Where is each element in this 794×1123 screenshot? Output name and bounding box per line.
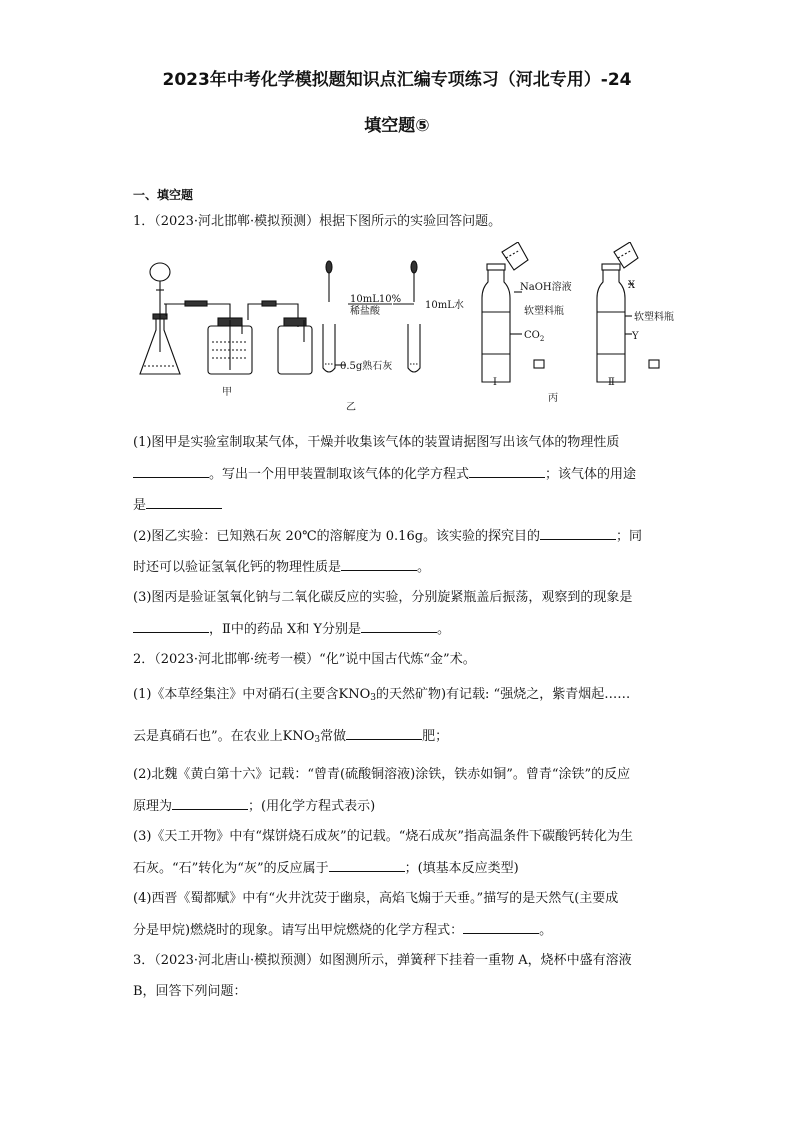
- q1-p3-line1: (3)图丙是验证氢氧化钠与二氧化碳反应的实验，分别旋紧瓶盖后振荡，观察到的现象是: [133, 590, 633, 605]
- plastic-bottle-1: [482, 264, 510, 382]
- answer-blank[interactable]: [329, 859, 405, 872]
- label-y: Y: [632, 331, 639, 342]
- wash-bottle: [208, 318, 252, 374]
- label-hcl-2: 稀盐酸: [350, 306, 380, 317]
- answer-blank[interactable]: [146, 496, 222, 509]
- label-bing: 丙: [548, 393, 558, 404]
- answer-blank[interactable]: [361, 620, 437, 633]
- page-title-line2: 填空题⑤: [364, 116, 430, 136]
- q2-p3-line2: 石灰。“石”转化为“灰”的反应属于 ；(填基本反应类型): [133, 861, 519, 876]
- q2-p4-line1: (4)西晋《蜀都赋》中有“火井沈荧于幽泉，高焰飞煽于天垂。”描写的是天然气(主要成: [133, 891, 619, 906]
- experiment-figure: [130, 242, 675, 412]
- plastic-bottle-2: [597, 264, 625, 382]
- section-heading: 一、填空题: [133, 188, 194, 202]
- q2-p4-line2: 分是甲烷)燃烧时的现象。请写出甲烷燃烧的化学方程式： 。: [133, 923, 553, 938]
- answer-blank[interactable]: [341, 558, 417, 571]
- label-naoh: NaOH溶液: [520, 282, 572, 293]
- label-co2: $CO_2$: [524, 330, 545, 343]
- beaker-naoh: [502, 242, 528, 270]
- q1-p1-line2: 。写出一个用甲装置制取该气体的化学方程式 ；该气体的用途: [133, 465, 673, 484]
- label-bottle-2: 软塑料瓶: [634, 312, 674, 323]
- test-tube-right: [408, 261, 420, 372]
- answer-blank[interactable]: [540, 527, 616, 540]
- label-roman-2: Ⅱ: [608, 377, 615, 388]
- answer-blank[interactable]: [133, 620, 209, 633]
- label-water: 10mL水: [425, 300, 464, 311]
- test-tube-left: [323, 261, 335, 372]
- label-bottle-1: 软塑料瓶: [524, 306, 564, 317]
- q1-p2-line1: (2)图乙实验：已知熟石灰 20℃的溶解度为 0.16g。该实验的探究目的 ；同: [133, 529, 643, 544]
- q2-p2-line2: 原理为 ；(用化学方程式表示): [133, 799, 376, 814]
- page-title-line1: 2023年中考化学模拟题知识点汇编专项练习（河北专用）-24: [162, 70, 632, 90]
- q2-p1-line2: 云是真硝石也”。在农业上$KNO_3$常做 肥；: [133, 729, 449, 745]
- answer-blank[interactable]: [133, 465, 209, 478]
- label-x: X: [628, 280, 636, 291]
- answer-blank[interactable]: [463, 921, 539, 934]
- q3-line2: B，回答下列问题：: [133, 984, 247, 999]
- q2-p3-line1: (3)《天工开物》中有“煤饼烧石成灰”的记载。“烧石成灰”指高温条件下碳酸钙转化为生: [133, 829, 633, 844]
- answer-blank[interactable]: [172, 797, 248, 810]
- label-hcl-1: 10mL10%: [350, 294, 402, 305]
- label-yi: 乙: [346, 402, 356, 412]
- q2-p1-line1: (1)《本草经集注》中对硝石(主要含$KNO_3$的天然矿物)有记载: “强烧之，紫青烟起……: [133, 687, 631, 703]
- q1-p1-line3: 是: [133, 496, 673, 515]
- label-roman-1: Ⅰ: [493, 377, 497, 388]
- collecting-bottle: [278, 318, 312, 374]
- answer-blank[interactable]: [346, 727, 422, 740]
- q3-line1: 3．（2023·河北唐山·模拟预测）如图测所示，弹簧秤下挂着一重物 A，烧杯中盛有溶液: [133, 953, 632, 968]
- label-jia: 甲: [222, 387, 232, 398]
- q1-stem: 1．（2023·河北邯郸·模拟预测）根据下图所示的实验回答问题。: [133, 214, 502, 229]
- label-lime: 0.5g熟石灰: [340, 361, 393, 372]
- q1-p2-line2: 时还可以验证氢氧化钙的物理性质是 。: [133, 560, 431, 575]
- q1-p3-line2: ，Ⅱ中的药品 X和 Y分别是 。: [133, 620, 673, 639]
- answer-blank[interactable]: [469, 465, 545, 478]
- q1-p1-line1: (1)图甲是实验室制取某气体，干燥并收集该气体的装置请据图写出该气体的物理性质: [133, 435, 620, 450]
- q2-p2-line1: (2)北魏《黄白第十六》记载：“曾青(硫酸铜溶液)涂铁，铁赤如铜”。曾青“涂铁”的反应: [133, 767, 631, 782]
- q2-stem: 2．（2023·河北邯郸·统考一模）“化”说中国古代炼“金”术。: [133, 652, 476, 667]
